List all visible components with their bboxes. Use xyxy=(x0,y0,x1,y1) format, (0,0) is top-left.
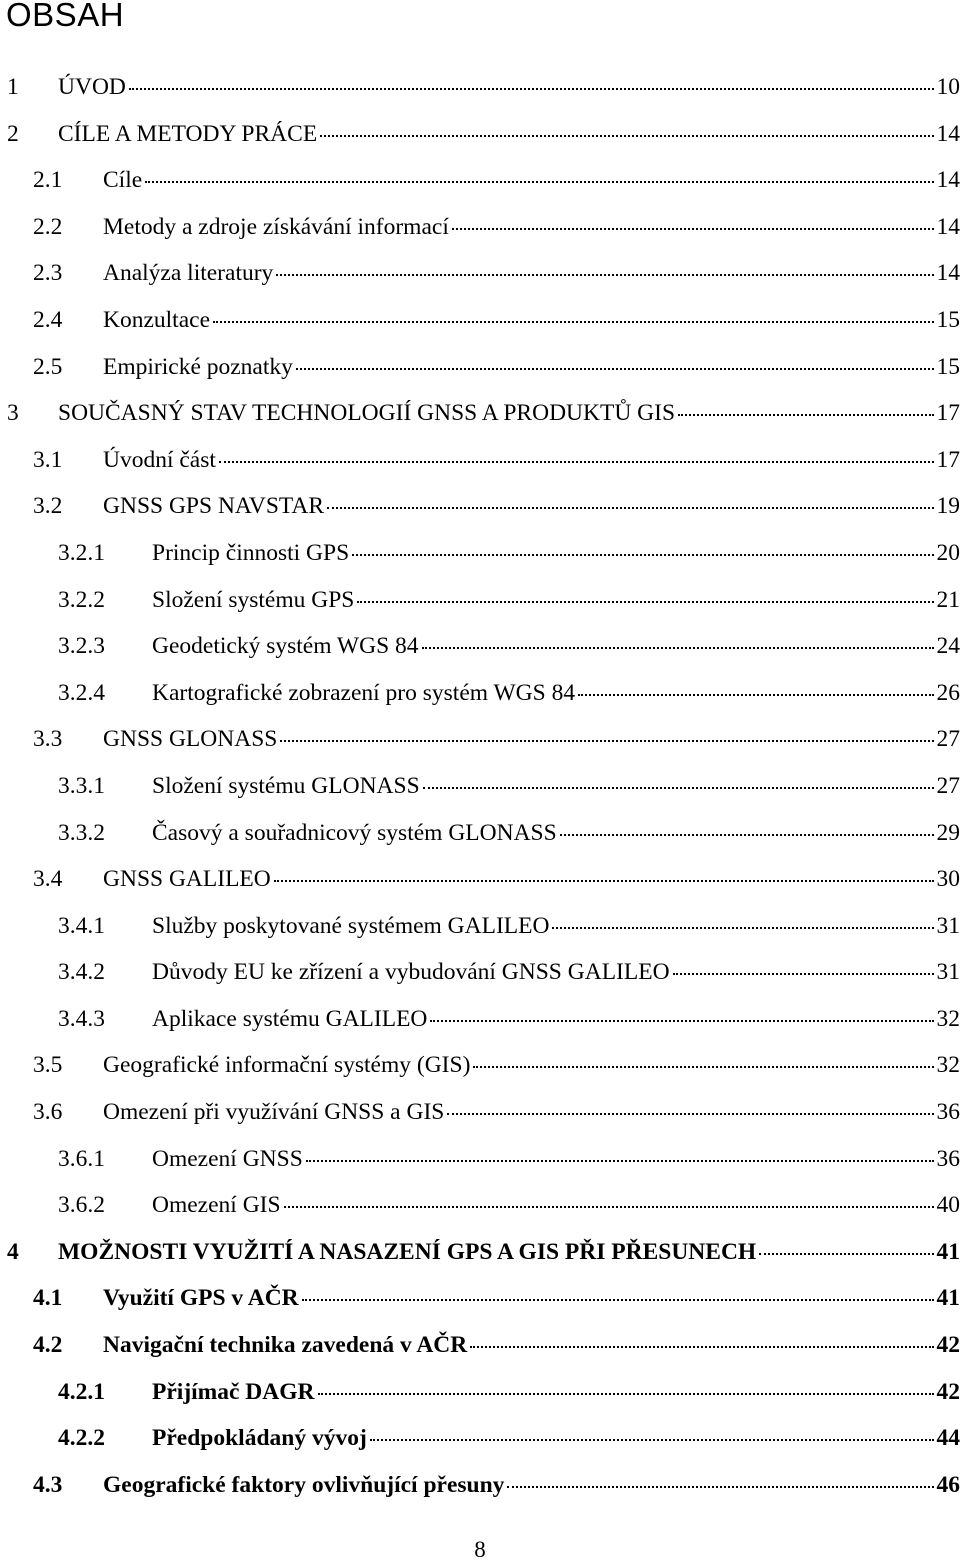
toc-entry[interactable] xyxy=(0,437,960,484)
dot-leader xyxy=(296,368,934,370)
toc-entry[interactable] xyxy=(0,250,960,297)
toc-entry-number: 4.1 xyxy=(33,1275,103,1322)
toc-entry-page: 14 xyxy=(937,204,960,251)
toc-entry-number: 3.6.1 xyxy=(58,1136,152,1183)
toc-entry[interactable] xyxy=(0,1136,960,1183)
toc-entry-number: 4.3 xyxy=(33,1462,103,1509)
toc-entry-title: Empirické poznatky xyxy=(103,344,293,391)
toc-entry-number: 2.5 xyxy=(33,344,103,391)
toc-entry-number: 3.4.2 xyxy=(58,949,152,996)
toc-entry-number: 3.6 xyxy=(33,1089,103,1136)
dot-leader xyxy=(560,834,934,836)
toc-entry-number: 3.2 xyxy=(33,483,103,530)
dot-leader xyxy=(452,228,934,230)
toc-entry-page: 19 xyxy=(937,483,960,530)
toc-entry-number: 3.2.1 xyxy=(58,530,152,577)
dot-leader xyxy=(318,1393,934,1395)
toc-entry-number: 4 xyxy=(7,1229,58,1276)
toc-entry-title: MOŽNOSTI VYUŽITÍ A NASAZENÍ GPS A GIS PŘI PŘESUNECH xyxy=(58,1229,756,1276)
dot-leader xyxy=(552,927,933,929)
toc-entry-page: 15 xyxy=(937,297,960,344)
toc-entry-number: 4.2.1 xyxy=(58,1369,152,1416)
dot-leader xyxy=(352,554,933,556)
toc-entry[interactable] xyxy=(0,64,960,111)
toc-entry-title: Složení systému GLONASS xyxy=(152,763,420,810)
dot-leader xyxy=(423,787,934,789)
dot-leader xyxy=(473,1066,933,1068)
toc-entry-number: 3.2.4 xyxy=(58,670,152,717)
toc-entry[interactable] xyxy=(0,344,960,391)
toc-entry[interactable] xyxy=(0,763,960,810)
toc-entry[interactable] xyxy=(0,670,960,717)
toc-entry-page: 32 xyxy=(937,1042,960,1089)
toc-entry-title: Přijímač DAGR xyxy=(152,1369,315,1416)
toc-entry[interactable] xyxy=(0,1229,960,1276)
toc-entry-number: 3.4 xyxy=(33,856,103,903)
toc-entry[interactable] xyxy=(0,1462,960,1509)
toc-entry[interactable] xyxy=(0,1089,960,1136)
toc-entry-number: 2.3 xyxy=(33,250,103,297)
toc-entry-title: Geografické informační systémy (GIS) xyxy=(103,1042,470,1089)
toc-entry-title: Metody a zdroje získávání informací xyxy=(103,204,449,251)
toc-entry-title: Navigační technika zavedená v AČR xyxy=(103,1322,467,1369)
toc-entry[interactable] xyxy=(0,856,960,903)
toc-entry-number: 2.2 xyxy=(33,204,103,251)
toc-entry[interactable] xyxy=(0,1322,960,1369)
toc-entry-title: Využití GPS v AČR xyxy=(103,1275,299,1322)
toc-entry-number: 4.2.2 xyxy=(58,1415,152,1462)
toc-entry[interactable] xyxy=(0,1042,960,1089)
dot-leader xyxy=(219,461,934,463)
toc-entry-number: 3.4.3 xyxy=(58,996,152,1043)
toc-entry[interactable] xyxy=(0,530,960,577)
dot-leader xyxy=(673,973,934,975)
dot-leader xyxy=(145,181,933,183)
toc-entry-number: 3 xyxy=(7,390,58,437)
toc-entry-number: 3.4.1 xyxy=(58,903,152,950)
toc-entry[interactable] xyxy=(0,903,960,950)
dot-leader xyxy=(759,1253,933,1255)
toc-entry-page: 27 xyxy=(937,763,960,810)
toc-entry-page: 42 xyxy=(937,1322,960,1369)
dot-leader xyxy=(470,1346,933,1348)
toc-entry-page: 30 xyxy=(937,856,960,903)
toc-entry-page: 42 xyxy=(937,1369,960,1416)
toc-entry-title: Kartografické zobrazení pro systém WGS 84 xyxy=(152,670,575,717)
toc-entry-number: 3.5 xyxy=(33,1042,103,1089)
dot-leader xyxy=(274,880,934,882)
toc-entry-number: 3.6.2 xyxy=(58,1182,152,1229)
dot-leader xyxy=(284,1206,934,1208)
toc-entry-number: 2.4 xyxy=(33,297,103,344)
toc-entry-title: Důvody EU ke zřízení a vybudování GNSS GALILEO xyxy=(152,949,670,996)
toc-entry-page: 14 xyxy=(937,250,960,297)
toc-entry-number: 2.1 xyxy=(33,157,103,204)
toc-entry-title: GNSS GLONASS xyxy=(103,716,277,763)
toc-entry-title: Omezení GNSS xyxy=(152,1136,303,1183)
toc-entry-page: 14 xyxy=(937,157,960,204)
dot-leader xyxy=(129,88,934,90)
toc-entry-title: Služby poskytované systémem GALILEO xyxy=(152,903,549,950)
dot-leader xyxy=(280,740,933,742)
toc-entry-number: 3.1 xyxy=(33,437,103,484)
toc-entry[interactable] xyxy=(0,623,960,670)
toc-entry-title: Složení systému GPS xyxy=(152,577,354,624)
toc-entry-page: 31 xyxy=(937,903,960,950)
toc-entry-number: 2 xyxy=(7,111,58,158)
toc-entry-page: 20 xyxy=(937,530,960,577)
toc-entry-page: 36 xyxy=(937,1089,960,1136)
page-number: 8 xyxy=(0,1537,960,1563)
toc-entry[interactable] xyxy=(0,810,960,857)
toc-entry-page: 41 xyxy=(937,1229,960,1276)
toc-entry[interactable] xyxy=(0,1369,960,1416)
dot-leader xyxy=(447,1113,933,1115)
toc-entry[interactable] xyxy=(0,111,960,158)
dot-leader xyxy=(276,274,933,276)
toc-entry-title: Konzultace xyxy=(103,297,210,344)
toc-entry-title: Omezení GIS xyxy=(152,1182,281,1229)
toc-entry[interactable] xyxy=(0,577,960,624)
toc-entry[interactable] xyxy=(0,1415,960,1462)
toc-entry[interactable] xyxy=(0,1275,960,1322)
toc-entry[interactable] xyxy=(0,716,960,763)
dot-leader xyxy=(320,135,933,137)
table-of-contents xyxy=(0,64,960,1508)
toc-entry-title: GNSS GALILEO xyxy=(103,856,271,903)
toc-entry-title: SOUČASNÝ STAV TECHNOLOGIÍ GNSS A PRODUKTŮ GIS xyxy=(58,390,675,437)
toc-entry-title: Princip činnosti GPS xyxy=(152,530,349,577)
toc-entry-number: 3.2.3 xyxy=(58,623,152,670)
toc-entry[interactable] xyxy=(0,297,960,344)
toc-entry-page: 17 xyxy=(937,390,960,437)
toc-entry[interactable] xyxy=(0,483,960,530)
toc-entry-page: 29 xyxy=(937,810,960,857)
toc-entry-page: 32 xyxy=(937,996,960,1043)
toc-entry-title: Geografické faktory ovlivňující přesuny xyxy=(103,1462,504,1509)
dot-leader xyxy=(327,507,933,509)
toc-entry-number: 3.2.2 xyxy=(58,577,152,624)
page-title: OBSAH xyxy=(6,0,124,34)
toc-entry-title: Analýza literatury xyxy=(103,250,273,297)
toc-entry[interactable] xyxy=(0,996,960,1043)
toc-entry-page: 15 xyxy=(937,344,960,391)
toc-entry-number: 1 xyxy=(7,64,58,111)
dot-leader xyxy=(357,601,933,603)
toc-entry-number: 4.2 xyxy=(33,1322,103,1369)
toc-entry-page: 10 xyxy=(937,64,960,111)
toc-entry-page: 14 xyxy=(937,111,960,158)
toc-entry-page: 17 xyxy=(937,437,960,484)
toc-entry-title: ÚVOD xyxy=(58,64,126,111)
toc-entry-title: Předpokládaný vývoj xyxy=(152,1415,367,1462)
toc-entry[interactable] xyxy=(0,204,960,251)
toc-entry-page: 21 xyxy=(937,577,960,624)
dot-leader xyxy=(430,1020,933,1022)
toc-entry[interactable] xyxy=(0,1182,960,1229)
toc-entry-title: Geodetický systém WGS 84 xyxy=(152,623,419,670)
toc-entry-number: 3.3.1 xyxy=(58,763,152,810)
dot-leader xyxy=(678,414,933,416)
dot-leader xyxy=(370,1439,934,1441)
dot-leader xyxy=(306,1160,934,1162)
dot-leader xyxy=(302,1299,934,1301)
toc-entry-page: 26 xyxy=(937,670,960,717)
toc-entry-title: Omezení při využívání GNSS a GIS xyxy=(103,1089,444,1136)
toc-entry-page: 24 xyxy=(937,623,960,670)
toc-entry-page: 44 xyxy=(937,1415,960,1462)
toc-entry[interactable] xyxy=(0,390,960,437)
toc-entry-title: CÍLE A METODY PRÁCE xyxy=(58,111,317,158)
toc-entry-title: Cíle xyxy=(103,157,142,204)
dot-leader xyxy=(578,694,933,696)
toc-entry-title: Úvodní část xyxy=(103,437,216,484)
toc-entry-title: GNSS GPS NAVSTAR xyxy=(103,483,324,530)
toc-entry-title: Časový a souřadnicový systém GLONASS xyxy=(152,810,557,857)
toc-entry-page: 36 xyxy=(937,1136,960,1183)
toc-entry-title: Aplikace systému GALILEO xyxy=(152,996,427,1043)
dot-leader xyxy=(507,1486,933,1488)
toc-entry[interactable] xyxy=(0,949,960,996)
dot-leader xyxy=(213,321,933,323)
toc-entry-page: 41 xyxy=(937,1275,960,1322)
toc-entry-page: 31 xyxy=(937,949,960,996)
toc-entry-page: 46 xyxy=(937,1462,960,1509)
toc-entry-number: 3.3.2 xyxy=(58,810,152,857)
toc-entry-page: 27 xyxy=(937,716,960,763)
toc-entry-number: 3.3 xyxy=(33,716,103,763)
dot-leader xyxy=(422,647,934,649)
toc-entry[interactable] xyxy=(0,157,960,204)
toc-entry-page: 40 xyxy=(937,1182,960,1229)
